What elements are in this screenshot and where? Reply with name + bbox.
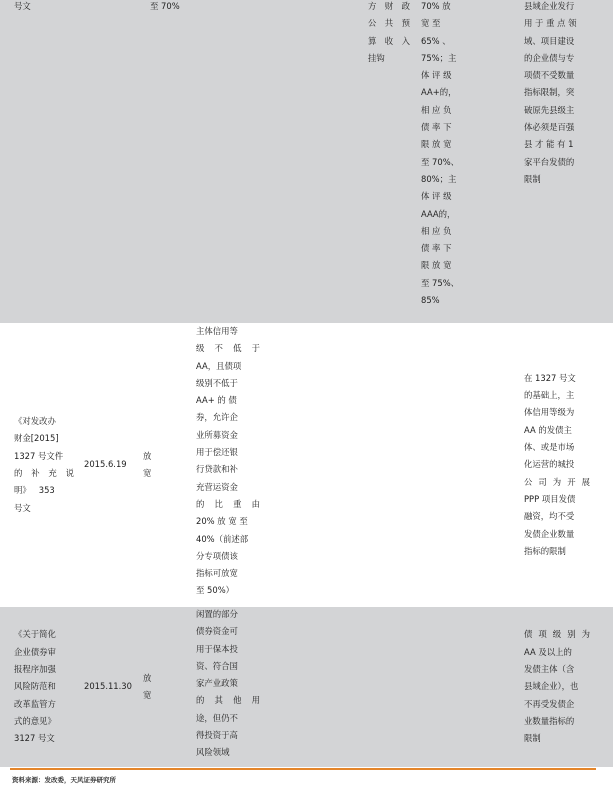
cell-direction (143, 607, 151, 767)
text-line: 3127 号文 (14, 733, 55, 744)
cell-document-title (14, 607, 74, 767)
text-line: 式的意见》 (14, 715, 56, 726)
text-line: 级 不 低 于 (196, 343, 260, 354)
text-line: 限 放 宽 (421, 260, 452, 271)
text-line: 指标的限制 (524, 545, 566, 556)
text-line: 发债企业数量 (524, 528, 575, 539)
text-line: 报程序加强 (14, 664, 56, 675)
text-line: 公 共 预 (368, 18, 410, 29)
text-line: PPP 项目发债 (524, 493, 576, 504)
text-line: 债券资金可 (196, 626, 238, 637)
text-line: 券，允许企 (196, 412, 238, 423)
text-line: 限制 (524, 733, 541, 744)
text-line: 资、符合国 (196, 660, 238, 671)
text-line: 体 评 级 (421, 70, 452, 81)
text-line: 85% (421, 295, 440, 306)
text-line: 闲置的部分 (196, 609, 238, 619)
text-line: 的企业债与专 (524, 52, 575, 63)
footer-divider (10, 768, 596, 770)
text-line: 80%；主 (421, 173, 457, 184)
cell-remark (524, 323, 590, 607)
text-line: 用于偿还银 (196, 447, 238, 458)
text-line: 债 率 下 (421, 122, 452, 133)
text-line: 至 75%、 (421, 277, 460, 288)
cell-document-title (14, 323, 74, 607)
table-row (0, 607, 613, 767)
text-line: 75%；主 (421, 52, 457, 63)
text-line: 2015.6.19 (84, 459, 127, 470)
text-line: 项债不受数量 (524, 70, 575, 81)
source-note: 资料来源：发改委，天风证券研究所 (12, 776, 116, 784)
text-line: 相 应 负 (421, 225, 452, 236)
text-line: 主体信用等 (196, 326, 238, 336)
cell-date (84, 323, 127, 607)
text-line: AA+的， (421, 87, 457, 98)
text-line: 体 评 级 (421, 191, 452, 202)
text-line: 20% 放 宽 至 (196, 516, 248, 527)
cell-document-number: 号文 (14, 1, 31, 11)
text-line: 体必须是百强 (524, 122, 575, 133)
text-line: 至 70%、 (421, 156, 460, 167)
text-line: 相 应 负 (421, 104, 452, 115)
text-line: 县域企业发行 (524, 1, 575, 11)
text-line: 级别不低于 (196, 377, 238, 388)
text-line: 业所募资金 (196, 429, 238, 440)
text-line: 发债主体（含 (524, 664, 575, 675)
text-line: 破原先县级主 (524, 104, 575, 115)
text-line: 放 (143, 672, 152, 683)
text-line: 县 才 能 有 1 (524, 139, 574, 150)
text-line: 用 于 重 点 领 (524, 18, 577, 29)
text-line: 《关于简化 (14, 629, 56, 640)
text-line: 化运营的城投 (524, 459, 575, 470)
text-line: 限制 (524, 173, 541, 184)
text-line: 途，但仍不 (196, 712, 238, 723)
text-line: 家平台发债的 (524, 156, 575, 167)
text-line: 体、或是市场 (524, 442, 575, 453)
text-line: 的 补 充 说 (14, 468, 74, 478)
text-line: 指标可放宽 (196, 568, 238, 579)
text-line: AA，且债项 (196, 360, 242, 371)
text-line: 号文 (14, 502, 31, 513)
text-line: 挂钩 (368, 52, 385, 63)
text-line: 《对发改办 (14, 416, 56, 427)
text-line: 方 财 政 (368, 1, 410, 11)
text-line: 融资，均不受 (524, 511, 575, 522)
text-line: 明》 353 (14, 485, 55, 496)
text-line: AA+ 的 债 (196, 395, 237, 406)
text-line: 限 放 宽 (421, 139, 452, 150)
text-line: 2015.11.30 (84, 681, 132, 692)
text-line: AAA的， (421, 208, 456, 219)
text-line: 风险防范和 (14, 681, 56, 692)
cell-content (196, 323, 260, 600)
text-line: 债 率 下 (421, 243, 452, 254)
text-line: 65% 、 (421, 35, 451, 46)
text-line: 分专项债该 (196, 550, 238, 561)
table-row (0, 0, 613, 323)
text-line: 风险领域 (196, 747, 230, 758)
text-line: 的基础上，主 (524, 390, 575, 401)
text-line: 不再受发债企 (524, 698, 575, 709)
text-line: 企业债券审 (14, 646, 56, 657)
text-line: 40%（前述部 (196, 533, 249, 544)
text-line: 宽 (143, 690, 152, 700)
text-line: 70% 放 (421, 1, 451, 11)
text-line: 指标限制，突 (524, 87, 575, 98)
text-line: 家产业政策 (196, 678, 238, 689)
text-line: 的 其 他 用 (196, 695, 260, 706)
text-line: 公 司 为 开 展 (524, 476, 590, 487)
text-line: 宽 (143, 468, 152, 478)
cell-scope (368, 0, 410, 67)
text-line: 债 项 级 别 为 (524, 629, 590, 640)
cell-detail (421, 0, 467, 309)
text-line: 用于保本投 (196, 643, 238, 654)
text-line: 充营运资金 (196, 481, 238, 492)
text-line: 体信用等级为 (524, 407, 575, 418)
text-line: 财金[2015] (14, 433, 59, 444)
text-line: 得投资于高 (196, 730, 238, 741)
cell-direction (143, 323, 151, 607)
text-line: 在 1327 号文 (524, 372, 576, 383)
text-line: 算 收 入 (368, 35, 410, 46)
cell-content (196, 606, 260, 762)
cell-remark (524, 607, 590, 767)
text-line: 县域企业），也 (524, 681, 579, 692)
text-line: 业数量指标的 (524, 715, 575, 726)
text-line: 域、项目建设 (524, 35, 575, 46)
text-line: AA 的发债主 (524, 424, 572, 435)
text-line: 1327 号文件 (14, 450, 64, 461)
table-row (0, 323, 613, 607)
text-line: AA 及以上的 (524, 646, 572, 657)
text-line: 放 (143, 450, 152, 461)
text-line: 宽 至 (421, 18, 441, 29)
cell-date (84, 607, 132, 767)
text-line: 至 50%） (196, 585, 235, 596)
text-line: 行贷款和补 (196, 464, 238, 475)
text-line: 的 比 重 由 (196, 498, 260, 509)
text-line: 改革监管方 (14, 698, 56, 709)
cell-remark (524, 0, 590, 188)
cell-content: 至 70% (150, 1, 180, 11)
